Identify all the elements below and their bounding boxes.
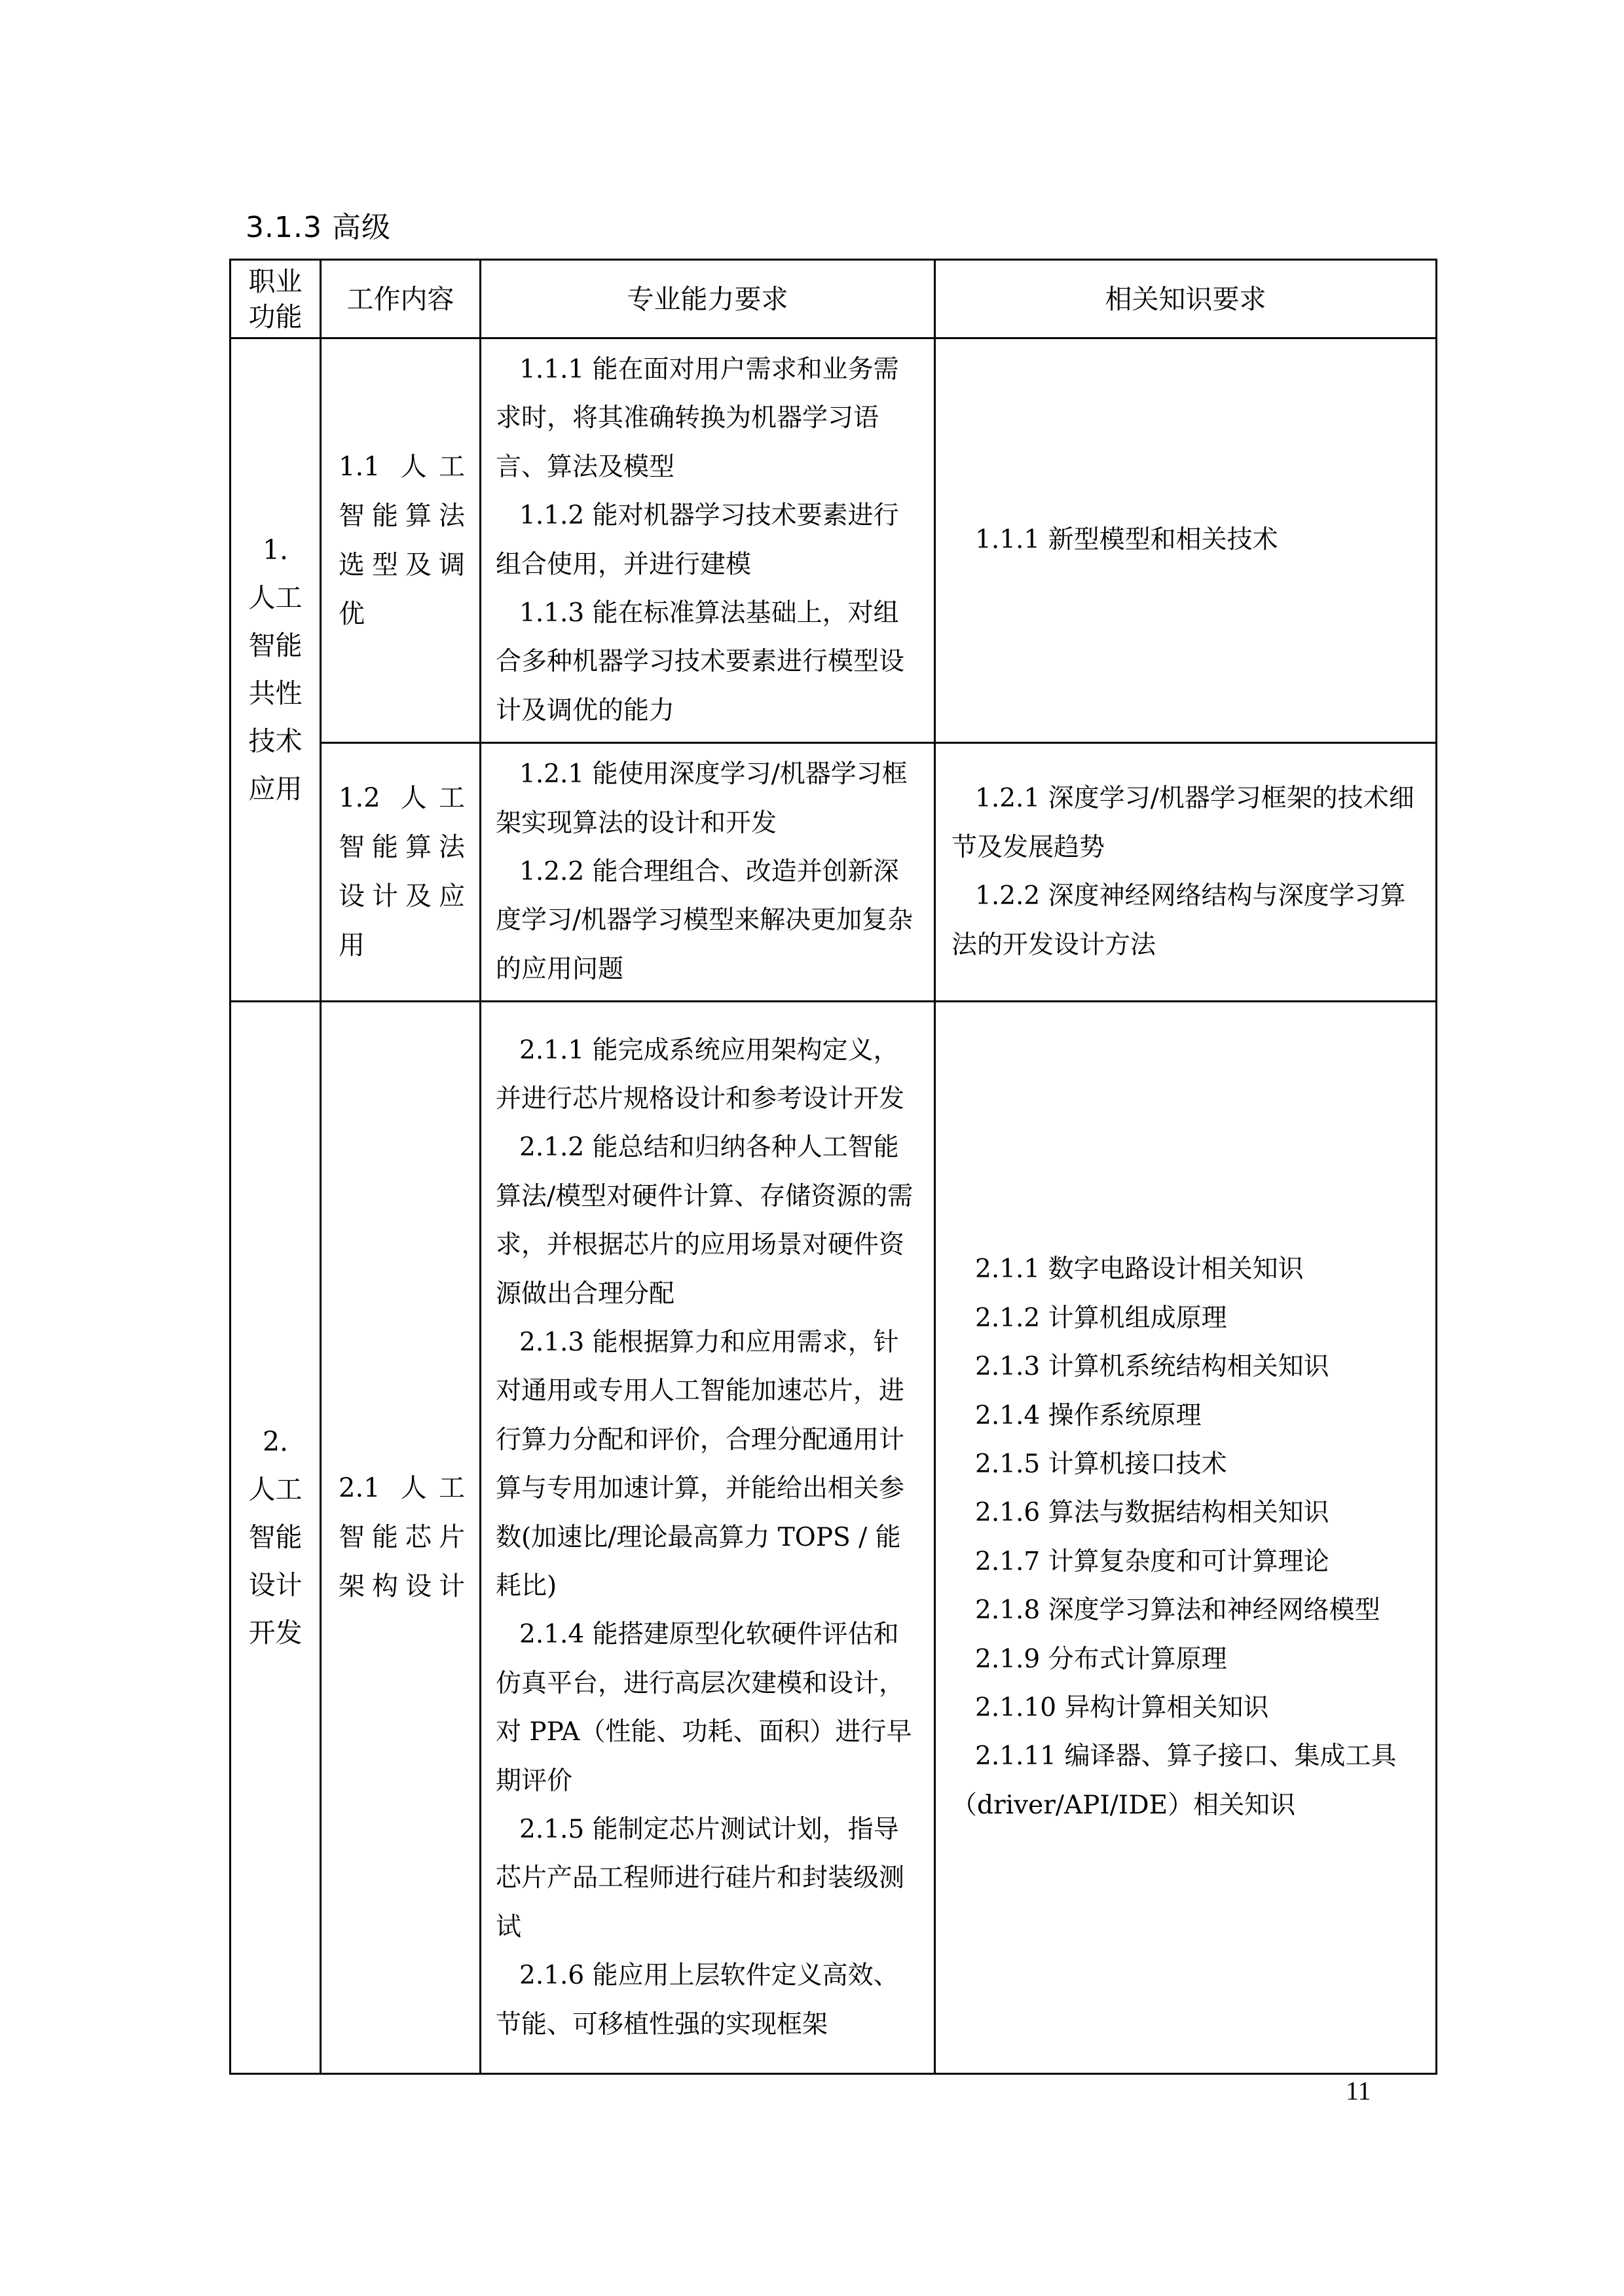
knowledge-item: 2.1.9 分布式计算原理 [975, 1644, 1227, 1674]
knowledge-item: 2.1.6 算法与数据结构相关知识 [975, 1498, 1329, 1528]
ability-item: 1.1.3 能在标准算法基础上，对组合多种机器学习技术要素进行模型设计及调优的能力 [496, 598, 905, 725]
knowledge-cell [935, 338, 1437, 743]
ability-item: 2.1.2 能总结和归纳各种人工智能算法/模型对硬件计算、存储资源的需求，并根据芯片的应用场景对硬件资源做出合理分配 [496, 1133, 913, 1309]
knowledge-item: 2.1.2 计算机组成原理 [975, 1303, 1227, 1333]
knowledge-item: 1.1.1 新型模型和相关技术 [975, 525, 1278, 555]
work-content-cell [321, 338, 481, 743]
knowledge-item: 2.1.1 数字电路设计相关知识 [975, 1254, 1304, 1285]
knowledge-item: 2.1.8 深度学习算法和神经网络模型 [975, 1595, 1380, 1626]
header-function: 职业功能 [231, 260, 321, 338]
ability-item: 2.1.6 能应用上层软件定义高效、节能、可移植性强的实现框架 [496, 1961, 899, 2039]
abilities-cell [481, 743, 935, 1002]
function-label: 1. 人工智能共性技术应用 [248, 534, 303, 805]
ability-item: 1.2.2 能合理组合、改造并创新深度学习/机器学习模型来解决更加复杂的应用问题 [496, 857, 913, 984]
knowledge-item: 1.2.2 深度神经网络结构与深度学习算法的开发设计方法 [951, 881, 1406, 960]
ability-item: 2.1.3 能根据算力和应用需求，针对通用或专用人工智能加速芯片，进行算力分配和评价，合理分配通用计算与专用加速计算，并能给出相关参数(加速比/理论最高算力 TOPS / 能耗比) [496, 1327, 905, 1601]
knowledge-item: 2.1.11 编译器、算子接口、集成工具（driver/API/IDE）相关知识 [951, 1741, 1397, 1820]
ability-item: 2.1.4 能搭建原型化软硬件评估和仿真平台，进行高层次建模和设计，对 PPA（性能、功耗、面积）进行早期评价 [496, 1620, 912, 1796]
header-knowledge: 相关知识要求 [935, 260, 1437, 338]
requirements-table [229, 259, 1437, 2075]
page-number: 11 [1346, 2076, 1371, 2105]
function-label: 2. 人工智能设计开发 [248, 1426, 303, 1649]
knowledge-item: 2.1.5 计算机接口技术 [975, 1449, 1227, 1479]
ability-item: 1.2.1 能使用深度学习/机器学习框架实现算法的设计和开发 [496, 759, 908, 838]
table-row [231, 1002, 1437, 2074]
header-work: 工作内容 [321, 260, 481, 338]
abilities-cell [481, 338, 935, 743]
ability-item: 1.1.2 能对机器学习技术要素进行组合使用，并进行建模 [496, 501, 899, 579]
ability-item: 1.1.1 能在面对用户需求和业务需求时，将其准确转换为机器学习语言、算法及模型 [496, 355, 899, 482]
knowledge-item: 2.1.3 计算机系统结构相关知识 [975, 1352, 1329, 1382]
knowledge-cell [935, 1002, 1437, 2074]
ability-item: 2.1.5 能制定芯片测试计划，指导芯片产品工程师进行硅片和封装级测试 [496, 1815, 905, 1942]
work-content-cell [321, 1002, 481, 2074]
table-header-row [231, 260, 1437, 338]
ability-item: 2.1.1 能完成系统应用架构定义，并进行芯片规格设计和参考设计开发 [496, 1035, 905, 1114]
knowledge-item: 2.1.10 异构计算相关知识 [975, 1693, 1269, 1722]
work-content-label: 1.1 人工智能算法选型及调优 [339, 451, 465, 629]
knowledge-cell [935, 743, 1437, 1002]
function-cell [231, 1002, 321, 2074]
knowledge-item: 2.1.4 操作系统原理 [975, 1400, 1202, 1430]
work-content-label: 2.1 人工智能芯片架构设计 [339, 1473, 465, 1602]
work-content-cell [321, 743, 481, 1002]
knowledge-item: 2.1.7 计算复杂度和可计算理论 [975, 1546, 1329, 1576]
table-row [231, 338, 1437, 743]
header-abilities: 专业能力要求 [481, 260, 935, 338]
work-content-label: 1.2 人工智能算法设计及应用 [339, 783, 465, 961]
knowledge-item: 1.2.1 深度学习/机器学习框架的技术细节及发展趋势 [951, 784, 1414, 862]
function-cell [231, 338, 321, 1002]
section-heading: 3.1.3 高级 [246, 211, 391, 244]
table-row [231, 743, 1437, 1002]
abilities-cell [481, 1002, 935, 2074]
